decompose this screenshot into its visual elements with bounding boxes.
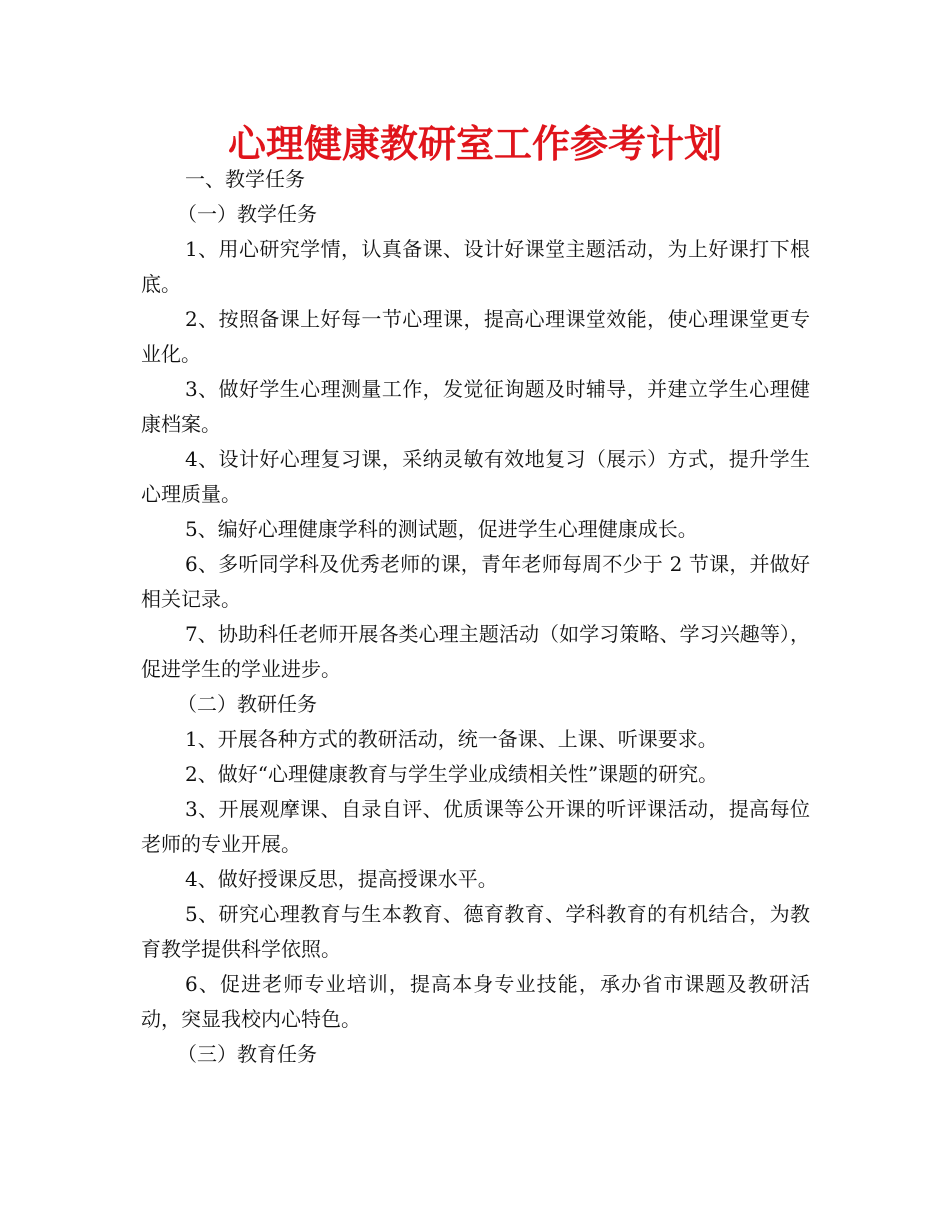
paragraph-teaching-5: 5、编好心理健康学科的测试题，促进学生心理健康成长。	[185, 517, 698, 541]
paragraph-research-2: 2、做好“心理健康教育与学生学业成绩相关性”课题的研究。	[185, 762, 719, 786]
document-body	[141, 162, 810, 1072]
paragraph-research-4: 4、做好授课反思，提高授课水平。	[185, 867, 498, 891]
subsection-heading-education: （三）教育任务	[177, 1042, 317, 1066]
section-heading-1: 一、教学任务	[185, 167, 305, 191]
paragraph-teaching-3: 3、做好学生心理测量工作，发觉征询题及时辅导，并建立学生心理健康档案。	[141, 377, 810, 436]
paragraph-research-6: 6、促进老师专业培训，提高本身专业技能，承办省市课题及教研活动，突显我校内心特色。	[141, 972, 810, 1031]
paragraph-teaching-6: 6、多听同学科及优秀老师的课，青年老师每周不少于 2 节课，并做好相关记录。	[141, 552, 810, 611]
paragraph-teaching-1: 1、用心研究学情，认真备课、设计好课堂主题活动，为上好课打下根底。	[141, 237, 810, 296]
paragraph-research-1: 1、开展各种方式的教研活动，统一备课、上课、听课要求。	[185, 727, 718, 751]
document-title: 心理健康教研室工作参考计划	[227, 122, 722, 166]
paragraph-research-3: 3、开展观摩课、自录自评、优质课等公开课的听评课活动，提高每位老师的专业开展。	[141, 797, 810, 856]
paragraph-teaching-7: 7、协助科任老师开展各类心理主题活动（如学习策略、学习兴趣等），促进学生的学业进步。	[141, 622, 810, 681]
paragraph-teaching-2: 2、按照备课上好每一节心理课，提高心理课堂效能，使心理课堂更专业化。	[141, 307, 810, 366]
subsection-heading-research: （二）教研任务	[177, 692, 317, 716]
subsection-heading-teaching: （一）教学任务	[177, 202, 317, 226]
paragraph-research-5: 5、研究心理教育与生本教育、德育教育、学科教育的有机结合，为教育教学提供科学依照。	[141, 902, 810, 961]
paragraph-teaching-4: 4、设计好心理复习课，采纳灵敏有效地复习（展示）方式，提升学生心理质量。	[141, 447, 810, 506]
